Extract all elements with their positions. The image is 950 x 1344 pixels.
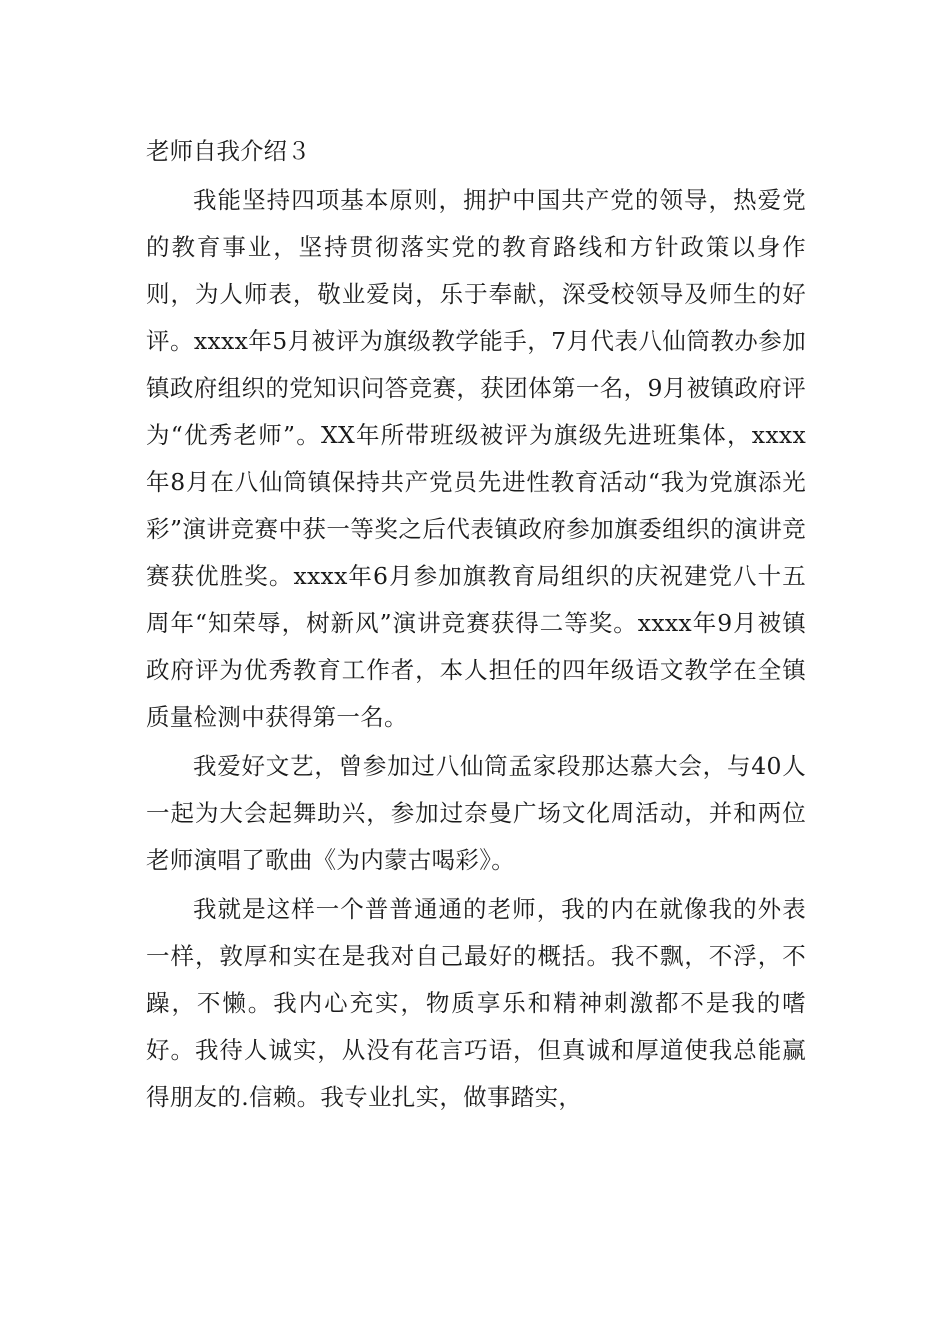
document-title: 老师自我介绍３ bbox=[146, 137, 311, 165]
document-body bbox=[146, 128, 806, 1121]
paragraph-hobbies: 我爱好文艺，曾参加过八仙筒孟家段那达慕大会，与40人一起为大会起舞助兴，参加过奈曼广场文化周活动，并和两位老师演唱了歌曲《为内蒙古喝彩》。 bbox=[146, 752, 806, 874]
paragraph-character: 我就是这样一个普普通通的老师，我的内在就像我的外表一样，敦厚和实在是我对自己最好的概括。我不飘，不浮，不躁，不懒。我内心充实，物质享乐和精神刺激都不是我的嗜好。我待人诚实，从没有花言巧语，但真诚和厚道使我总能赢得朋友的.信赖。我专业扎实，做事踏实， bbox=[146, 895, 806, 1111]
paragraph-achievements: 我能坚持四项基本原则，拥护中国共产党的领导，热爱党的教育事业，坚持贯彻落实党的教育路线和方针政策以身作则，为人师表，敬业爱岗，乐于奉献，深受校领导及师生的好评。xxxx年5月被评为旗级教学能手，7月代表八仙筒教办参加镇政府组织的党知识问答竞赛，获团体第一名，9月被镇政府评为“优秀老师”。XX年所带班级被评为旗级先进班集体，xxxx年8月在八仙筒镇保持共产党员先进性教育活动“我为党旗添光彩”演讲竞赛中获一等奖之后代表镇政府参加旗委组织的演讲竞赛获优胜奖。xxxx年6月参加旗教育局组织的庆祝建党八十五周年“知荣辱，树新风”演讲竞赛获得二等奖。xxxx年9月被镇政府评为优秀教育工作者，本人担任的四年级语文教学在全镇质量检测中获得第一名。 bbox=[146, 186, 806, 731]
